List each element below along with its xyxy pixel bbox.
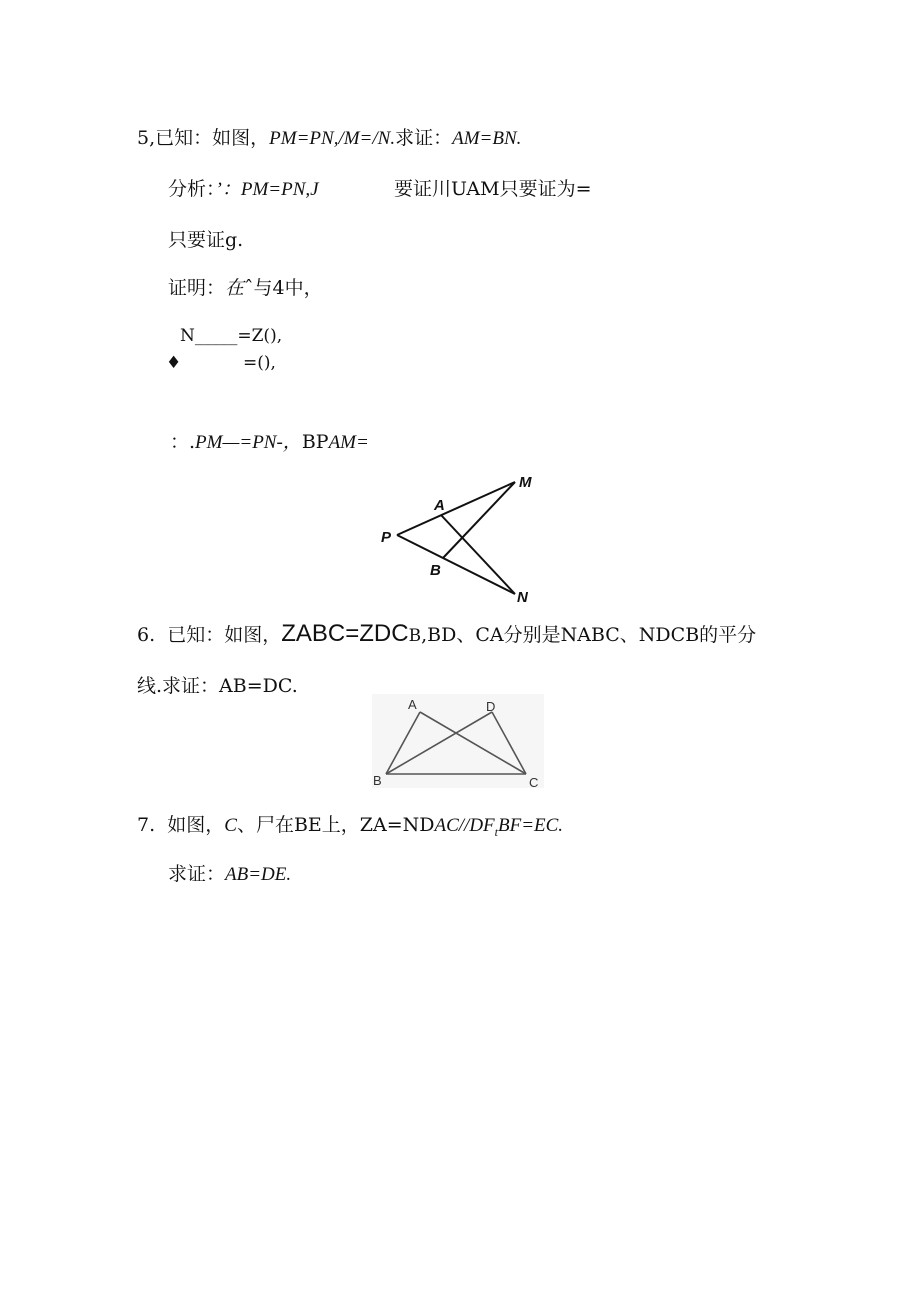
label-b: B xyxy=(373,773,382,788)
label-m: M xyxy=(519,474,532,491)
q7-expr2: BF=EC. xyxy=(498,815,564,836)
label-c: C xyxy=(529,775,539,790)
q5-conclusion-prefix: ：. xyxy=(170,431,196,453)
segment-bm xyxy=(443,482,515,558)
q7-c: C xyxy=(224,815,237,836)
q6-number: 6. xyxy=(137,624,156,646)
q6-expr-small: B xyxy=(408,626,422,646)
q5-proof-italic: 在 xyxy=(225,278,245,299)
q5-prove-expr: AM=BN. xyxy=(452,128,522,149)
q6-line1 xyxy=(137,622,756,648)
q5-system-line1: N_____=Z(), xyxy=(180,326,283,346)
q5-proof-label: 证明： xyxy=(168,277,226,299)
q7-line1 xyxy=(137,813,563,844)
q7-number: 7. xyxy=(137,814,156,836)
q7-line2 xyxy=(168,862,291,887)
label-n: N xyxy=(517,589,528,606)
q5-system-line2: =(), xyxy=(243,353,276,373)
segment-pm xyxy=(397,482,515,535)
label-b: B xyxy=(430,562,441,579)
label-p: P xyxy=(381,529,392,546)
q7-prove-expr: AB=DE. xyxy=(225,864,292,885)
figure-q5-lines xyxy=(397,482,515,594)
q5-conclusion-end: AM= xyxy=(328,432,369,453)
q5-conclusion-expr: PM—=PN-， xyxy=(195,432,302,453)
q7-text2: 、尸在BE上，ZA=ND xyxy=(236,814,435,836)
q5-given-line xyxy=(137,126,521,151)
q6-line2: 线.求证：AB=DC. xyxy=(137,675,298,697)
q7-prove-label: 求证： xyxy=(168,863,226,885)
q7-expr: AC//DF xyxy=(434,815,495,836)
q6-rest: ,BD、CA分别是NABC、NDCB的平分 xyxy=(421,624,757,646)
q5-given-expr: PM=PN,/M=/N. xyxy=(269,128,396,149)
q6-expr-big: ZABC=ZDC xyxy=(281,620,409,647)
q5-prove-label: 求证： xyxy=(395,127,453,149)
q7-sub: t xyxy=(494,824,498,839)
q5-proof-line xyxy=(168,276,323,301)
q5-analysis-expr: ’：PM=PN,J xyxy=(215,179,319,200)
q5-analysis-line xyxy=(168,177,319,202)
q5-analysis-label: 分析： xyxy=(168,178,216,200)
label-a: A xyxy=(408,697,417,712)
q7-text1: 如图， xyxy=(167,814,225,836)
q5-conclusion-bp: BP xyxy=(301,431,329,453)
q5-proof-rest: ˆ与4中， xyxy=(244,277,323,299)
q5-analysis-rest: 要证川UAM只要证为= xyxy=(394,178,592,200)
q5-given-label: 已知：如图， xyxy=(155,127,270,149)
q5-number: 5, xyxy=(137,127,156,149)
segment-an xyxy=(441,515,515,594)
q5-line3: 只要证g. xyxy=(168,229,244,251)
q5-system-mark: ♦ xyxy=(166,353,182,373)
figure-q5 xyxy=(375,470,555,610)
label-a: A xyxy=(434,497,445,514)
q5-conclusion xyxy=(170,430,369,455)
q6-given-label: 已知：如图， xyxy=(167,624,282,646)
figure-q6 xyxy=(370,692,550,792)
label-d: D xyxy=(486,699,496,714)
